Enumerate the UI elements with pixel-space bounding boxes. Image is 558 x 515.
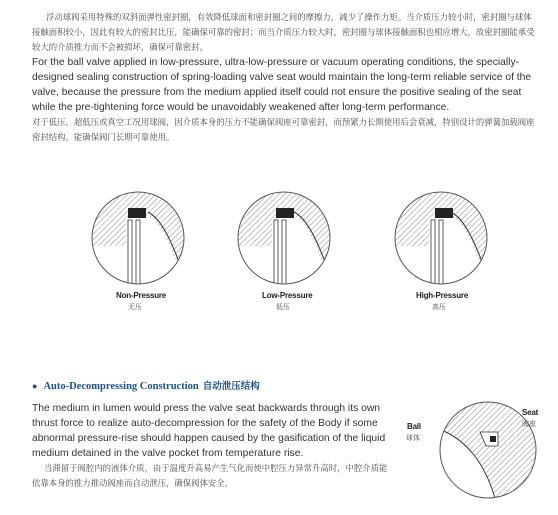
seat-section-drawing [88, 188, 188, 288]
bullet-icon: ● [32, 381, 38, 391]
intro-cn-paragraph-1: 浮动球阀采用特殊的双斜面弹性密封圈，有效降低球面和密封圈之间的摩擦力，减少了操作力矩。当介质压力较小时，密封圈与球体接触面积较小，因此有较大的密封比压，能确保可靠的密封；而当介质压力较大时，密封圈与球体接触面积也相应增大，故密封圈能承受较大的介质推力而不会被损坏，确保可靠密封。 [32, 12, 535, 52]
diagram-label-non-pressure: Non-Pressure [116, 291, 167, 300]
section-title-cn: 自动泄压结构 [202, 381, 260, 392]
intro-text [32, 10, 540, 145]
diagram-label-high-pressure-cn: 高压 [432, 304, 446, 311]
section-cn-paragraph: 当滞留于阀腔内的液体介质，由于温度升高易产生气化而使中腔压力异常升高时，中腔介质能依靠本身的推力推动阀座而自动泄压，确保阀体安全。 [32, 463, 388, 488]
seat-label-cn: 阀座 [522, 421, 536, 428]
diagram-high-pressure [391, 188, 491, 293]
ball-label-cn: 球体 [406, 435, 420, 442]
intro-cn-paragraph-2: 对于低压，超低压或真空工况用球阀，因介质本身的压力不能确保阀座可靠密封，而预紧力长期使用后会衰减，特别设计的弹簧加载阀座密封结构，能确保阀门长期可靠使用。 [32, 117, 535, 142]
diagram-low-pressure [234, 188, 334, 293]
section-body [32, 401, 394, 491]
seat-section-drawing [391, 188, 491, 288]
diagram-non-pressure [88, 188, 188, 293]
seat-label: Seat [522, 408, 539, 417]
intro-en-paragraph: For the ball valve applied in low-pressure, ultra-low-pressure or vacuum operating conditions, the specially-designed sealing construction of spring-loading valve seat would maintain the long-term reliable service of the valve, because the pressure from the medium applied itself could not ensure the positive sealing of the seat while the pre-tightening force would be unavoidably weakened after long-term performance. [32, 57, 532, 113]
diagram-label-low-pressure-cn: 低压 [276, 304, 290, 311]
section-title-en: Auto-Decompressing Construction [43, 381, 199, 392]
seat-section-drawing [234, 188, 334, 288]
diagram-label-non-pressure-cn: 无压 [128, 304, 142, 311]
diagram-label-low-pressure: Low-Pressure [262, 291, 313, 300]
section-en-paragraph: The medium in lumen would press the valve seat backwards through its own thrust force to realize auto-decompression for the safety of the Body if some abnormal pressure-rise should happen caused by the gasification of the liquid medium detained in the valve pocket from temperature rise. [32, 403, 386, 459]
diagram-label-high-pressure: High-Pressure [416, 291, 469, 300]
ball-label: Ball [407, 422, 421, 431]
section-heading [32, 378, 260, 392]
